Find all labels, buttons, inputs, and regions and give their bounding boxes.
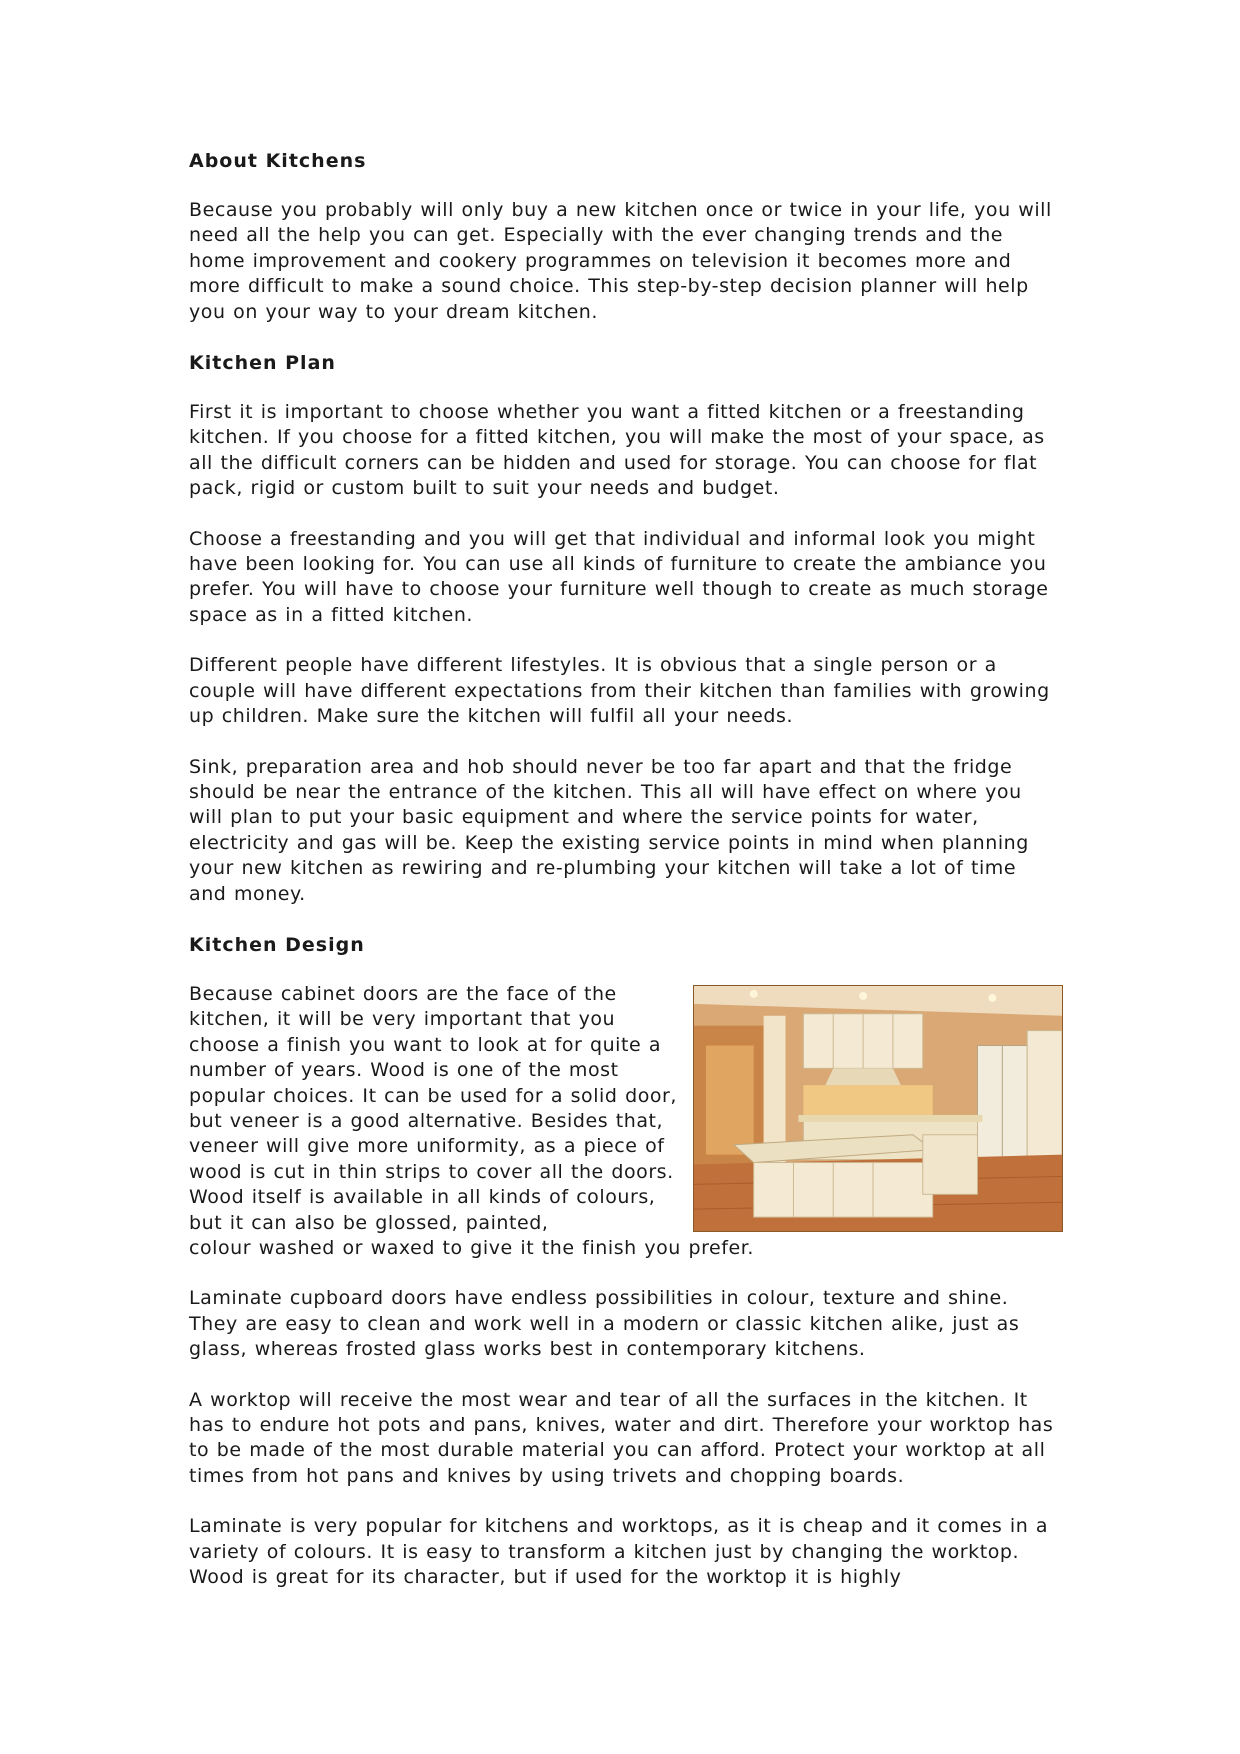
heading-kitchen-design: Kitchen Design bbox=[189, 933, 365, 956]
paragraph-about-1: Because you probably will only buy a new kitchen once or twice in your life, you will need all the help you can get. Especially with the ever changing trends and the home improvement and cookery programmes on television it becomes more and more difficult to make a sound choice. This step-by-step decision planner will help you on your way to your dream kitchen. bbox=[189, 199, 1052, 323]
heading-about-kitchens: About Kitchens bbox=[189, 150, 367, 172]
design-intro-block bbox=[189, 982, 1059, 1261]
kitchen-photo bbox=[693, 985, 1063, 1232]
paragraph-plan-1: First it is important to choose whether you want a fitted kitchen or a freestanding kitchen. If you choose for a fitted kitchen, you will make the most of your space, as all the difficult corners can be hidden and used for storage. You can choose for flat pack, rigid or custom built to suit your needs and budget. bbox=[189, 401, 1045, 500]
document-page bbox=[189, 148, 1059, 1615]
paragraph-plan-3: Different people have different lifestyles. It is obvious that a single person or a couple will have different expectations from their kitchen than families with growing up children. Make sure the kitchen will fulfil all your needs. bbox=[189, 654, 1050, 728]
design-intro-text: Because cabinet doors are the face of the kitchen, it will be very important that you choose a finish you want to look at for quite a number of years. Wood is one of the most popular choices. It can be used for a solid door, but veneer is a good alternative. Besides that, veneer will give more uniformity, as a piece of wood is cut in thin strips to cover all the doors. Wood itself is available in all kinds of colours, but it can also be glossed, painted, bbox=[189, 982, 677, 1234]
design-intro-last-line: colour washed or waxed to give it the finish you prefer. bbox=[189, 1237, 754, 1259]
paragraph-design-4: Laminate is very popular for kitchens and worktops, as it is cheap and it comes in a variety of colours. It is easy to transform a kitchen just by changing the worktop. Wood is great for its character, but if used for the worktop it is highly bbox=[189, 1515, 1049, 1589]
paragraph-design-2: Laminate cupboard doors have endless possibilities in colour, texture and shine. They are easy to clean and work well in a modern or classic kitchen alike, just as glass, whereas frosted glass works best in contemporary kitchens. bbox=[189, 1287, 1020, 1361]
paragraph-plan-2: Choose a freestanding and you will get that individual and informal look you might have been looking for. You can use all kinds of furniture to create the ambiance you prefer. You will have to choose your furniture well though to create as much storage space as in a fitted kitchen. bbox=[189, 527, 1049, 626]
paragraph-design-3: A worktop will receive the most wear and tear of all the surfaces in the kitchen. It has to endure hot pots and pans, knives, water and dirt. Therefore your worktop has to be made of the most durable material you can afford. Protect your worktop at all times from hot pans and knives by using trivets and chopping boards. bbox=[189, 1388, 1054, 1487]
paragraph-plan-4: Sink, preparation area and hob should never be too far apart and that the fridge should be near the entrance of the kitchen. This all will have effect on where you will plan to put your basic equipment and where the service points for water, electricity and gas will be. Keep the existing service points in mind when planning your new kitchen as rewiring and re-plumbing your kitchen will take a lot of time and money. bbox=[189, 755, 1029, 905]
heading-kitchen-plan: Kitchen Plan bbox=[189, 352, 336, 375]
